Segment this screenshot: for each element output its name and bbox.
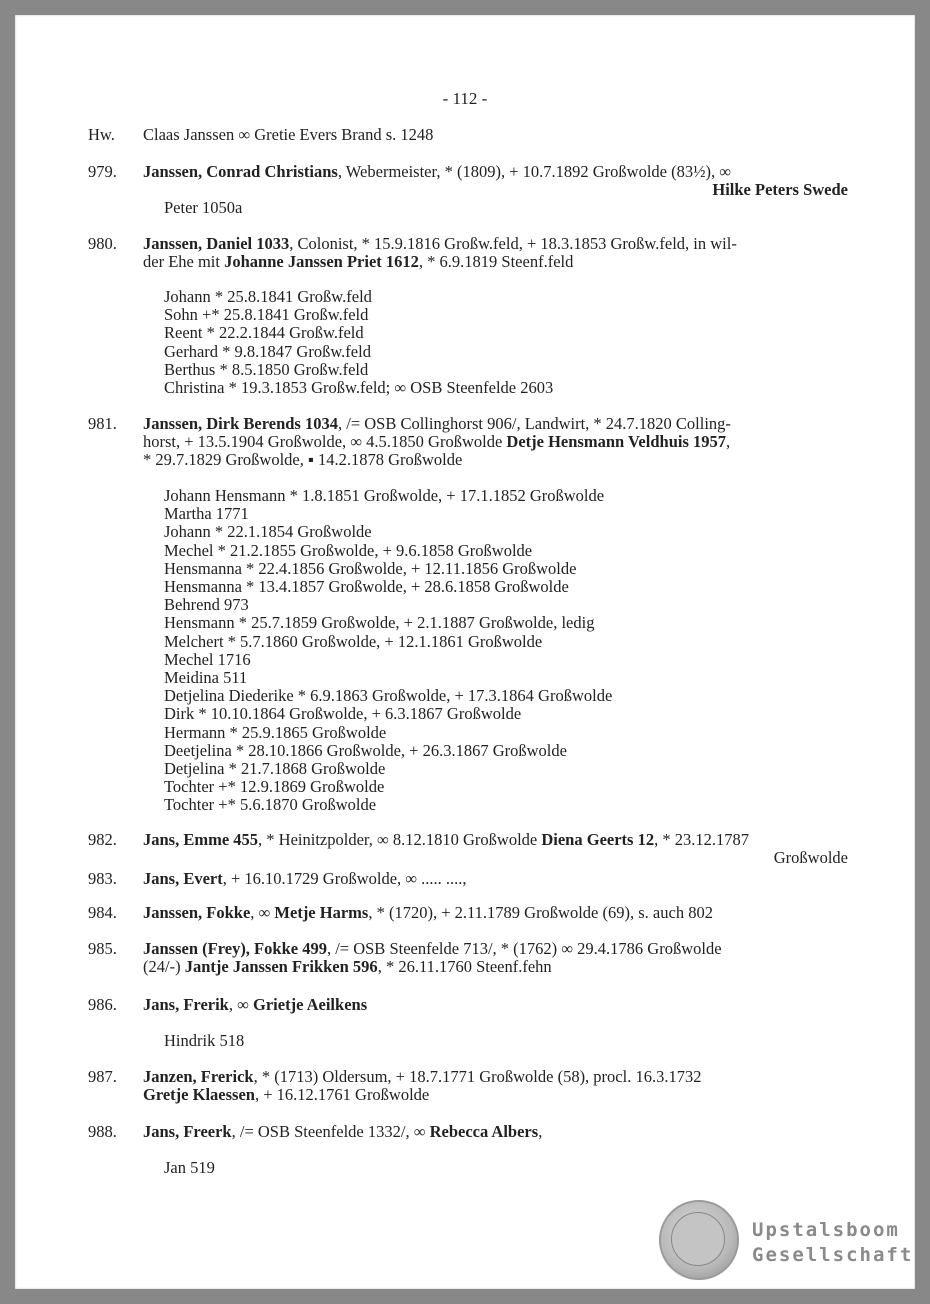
child-entry: Deetjelina * 28.10.1866 Großwolde, + 26.3.1867 Großwolde <box>164 740 567 760</box>
entry-text: , * (1713) Oldersum, + 18.7.1771 Großwolde (58), procl. 16.3.1732 <box>253 1067 702 1086</box>
watermark-line-2: Gesellschaft <box>752 1244 914 1266</box>
person-name: Jans, Freerk <box>143 1122 232 1141</box>
entry-text: * 29.7.1829 Großwolde, ▪ 14.2.1878 Großwolde <box>143 450 463 469</box>
child-entry: Mechel 1716 <box>164 649 251 669</box>
entry-number: 979. <box>88 162 117 181</box>
watermark-line-1: Upstalsboom <box>752 1219 900 1241</box>
entry-text: , /= OSB Steenfelde 713/, * (1762) ∞ 29.4.1786 Großwolde <box>326 939 722 958</box>
children-988 <box>164 1159 215 1177</box>
entry-text: horst, + 13.5.1904 Großwolde, ∞ 4.5.1850 Großwolde <box>143 432 507 451</box>
entry-text: , + 16.12.1761 Großwolde <box>254 1085 430 1104</box>
child-entry: Behrend 973 <box>164 595 249 615</box>
entry-number: 985. <box>88 939 117 958</box>
entry-number: 988. <box>88 1122 117 1141</box>
entry-number: 983. <box>88 869 117 888</box>
seal-logo-icon <box>659 1200 739 1280</box>
page-number: - 112 - <box>442 89 488 108</box>
child-entry: Reent * 22.2.1844 Großw.feld <box>164 323 364 343</box>
child-entry: Sohn +* 25.8.1841 Großw.feld <box>164 305 369 325</box>
document-page <box>15 15 915 1289</box>
child-entry: Martha 1771 <box>164 504 249 524</box>
child-entry: Mechel * 21.2.1855 Großwolde, + 9.6.1858 Großwolde <box>164 540 533 560</box>
entry-number: 984. <box>88 903 117 922</box>
entry-text: Claas Janssen ∞ Gretie Evers Brand s. 1248 <box>143 125 434 144</box>
spouse-name: Detje Hensmann Veldhuis 1957 <box>506 432 726 451</box>
entry-text: , * 23.12.1787 <box>654 830 749 849</box>
child-entry: Berthus * 8.5.1850 Großw.feld <box>164 359 369 379</box>
person-name: Janssen, Daniel 1033 <box>143 234 290 253</box>
watermark-logo <box>752 1218 913 1268</box>
entry-text: , ∞ <box>228 995 254 1014</box>
children-986 <box>164 1032 244 1050</box>
child-entry: Hensmanna * 22.4.1856 Großwolde, + 12.11.1856 Großwolde <box>164 558 577 578</box>
child-entry: Melchert * 5.7.1860 Großwolde, + 12.1.1861 Großwolde <box>164 631 543 651</box>
spouse-name: Metje Harms <box>274 903 369 922</box>
spouse-name: Grietje Aeilkens <box>253 995 368 1014</box>
entry-text: , <box>726 432 731 451</box>
children-979 <box>164 199 242 217</box>
entry-text: , * (1720), + 2.11.1789 Großwolde (69), s. auch 802 <box>368 903 713 922</box>
child-entry: Tochter +* 12.9.1869 Großwolde <box>164 777 385 797</box>
person-name: Jans, Emme 455 <box>143 830 259 849</box>
entry-number: 981. <box>88 414 117 433</box>
person-name: Jans, Evert <box>143 869 223 888</box>
person-name: Janssen, Conrad Christians <box>143 162 338 181</box>
entry-text: , Webermeister, * (1809), + 10.7.1892 Großwolde (83½), ∞ <box>337 162 731 181</box>
child-entry: Hensmanna * 13.4.1857 Großwolde, + 28.6.1858 Großwolde <box>164 577 569 597</box>
entry-text: , * 26.11.1760 Steenf.fehn <box>377 957 552 976</box>
child-entry: Hindrik 518 <box>164 1031 245 1050</box>
spouse-name: Hilke Peters Swede <box>712 180 848 199</box>
entry-text: Großwolde <box>773 848 848 867</box>
child-entry: Johann * 25.8.1841 Großw.feld <box>164 287 372 306</box>
entry-text: der Ehe mit <box>143 252 225 271</box>
child-entry: Meidina 511 <box>164 668 248 688</box>
person-name: Janssen, Fokke <box>143 903 251 922</box>
entry-label: Hw. <box>88 125 115 144</box>
child-entry: Jan 519 <box>164 1158 215 1177</box>
child-entry: Detjelina Diederike * 6.9.1863 Großwolde, + 17.3.1864 Großwolde <box>164 686 613 706</box>
child-entry: Hermann * 25.9.1865 Großwolde <box>164 722 387 742</box>
child-entry: Christina * 19.3.1853 Großw.feld; ∞ OSB Steenfelde 2603 <box>164 378 554 398</box>
person-name: Jans, Frerik <box>143 995 229 1014</box>
entry-text: , ∞ <box>250 903 275 922</box>
child-entry: Johann * 22.1.1854 Großwolde <box>164 522 372 542</box>
spouse-name: Rebecca Albers <box>429 1122 539 1141</box>
child-entry: Dirk * 10.10.1864 Großwolde, + 6.3.1867 Großwolde <box>164 704 522 724</box>
entry-text: , + 16.10.1729 Großwolde, ∞ ..... ...., <box>222 869 467 888</box>
person-name: Janssen, Dirk Berends 1034 <box>143 414 338 433</box>
entry-number: 986. <box>88 995 117 1014</box>
spouse-name: Jantje Janssen Frikken 596 <box>184 957 378 976</box>
person-name: Janzen, Frerick <box>143 1067 254 1086</box>
entry-number: 982. <box>88 830 117 849</box>
person-name: Janssen (Frey), Fokke 499 <box>143 939 327 958</box>
entry-number: 980. <box>88 234 117 253</box>
entry-text: , * Heinitzpolder, ∞ 8.12.1810 Großwolde <box>258 830 542 849</box>
entry-text: , * 6.9.1819 Steenf.feld <box>418 252 574 271</box>
child-entry: Detjelina * 21.7.1868 Großwolde <box>164 759 386 779</box>
child-entry: Johann Hensmann * 1.8.1851 Großwolde, + 17.1.1852 Großwolde <box>164 486 605 505</box>
child-entry: Hensmann * 25.7.1859 Großwolde, + 2.1.1887 Großwolde, ledig <box>164 613 595 633</box>
entry-text: , /= OSB Collinghorst 906/, Landwirt, * 24.7.1820 Colling- <box>337 414 731 433</box>
entry-text: , <box>538 1122 543 1141</box>
children-980 <box>164 288 553 397</box>
entry-text: , /= OSB Steenfelde 1332/, ∞ <box>231 1122 430 1141</box>
spouse-name: Johanne Janssen Priet 1612 <box>224 252 419 271</box>
spouse-name: Diena Geerts 12 <box>541 830 655 849</box>
child-entry: Gerhard * 9.8.1847 Großw.feld <box>164 341 371 361</box>
entry-text: (24/-) <box>143 957 185 976</box>
child-entry: Peter 1050a <box>164 198 243 217</box>
entry-text: , Colonist, * 15.9.1816 Großw.feld, + 18.3.1853 Großw.feld, in wil- <box>289 234 737 253</box>
children-981 <box>164 487 612 815</box>
spouse-name: Gretje Klaessen <box>143 1085 255 1104</box>
child-entry: Tochter +* 5.6.1870 Großwolde <box>164 795 377 815</box>
entry-number: 987. <box>88 1067 117 1086</box>
